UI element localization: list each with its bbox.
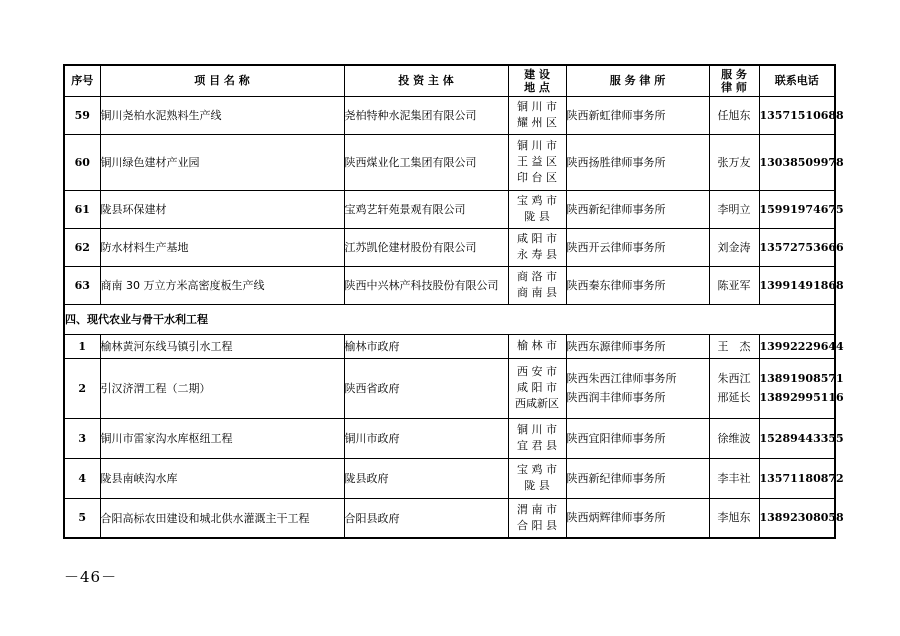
row-seq: 1 bbox=[64, 334, 100, 358]
row-location-line: 西咸新区 bbox=[515, 397, 559, 410]
row-firm-line: 陕西朱西江律师事务所 bbox=[566, 372, 677, 385]
row-phone bbox=[759, 458, 844, 498]
row-location bbox=[508, 266, 566, 304]
row-project: 铜川绿色建材产业园 bbox=[100, 134, 344, 190]
row-lawyer bbox=[709, 228, 759, 266]
row-lawyer-line: 刘金涛 bbox=[717, 240, 751, 254]
row-location-line: 商 洛 市 bbox=[517, 270, 557, 283]
row-lawyer-line: 朱西江 bbox=[717, 372, 751, 385]
table-row bbox=[64, 458, 835, 498]
row-lawyer-line: 王 杰 bbox=[717, 339, 751, 353]
row-location-line: 陇 县 bbox=[524, 479, 550, 492]
table-row bbox=[64, 190, 835, 228]
row-firm bbox=[566, 458, 709, 498]
row-phone-line: 15289443355 bbox=[759, 431, 844, 445]
row-location bbox=[508, 228, 566, 266]
row-location-line: 渭 南 市 bbox=[517, 502, 557, 516]
row-phone-line: 13571510688 bbox=[759, 108, 844, 122]
row-phone bbox=[759, 358, 844, 418]
row-firm-line: 陕西新虹律师事务所 bbox=[566, 108, 666, 122]
table-row bbox=[64, 358, 835, 418]
row-firm bbox=[566, 190, 709, 228]
row-phone bbox=[759, 266, 844, 304]
row-investor: 陕西省政府 bbox=[344, 358, 508, 418]
row-lawyer-line: 邢延长 bbox=[717, 391, 751, 404]
row-firm bbox=[566, 358, 709, 418]
row-project: 防水材料生产基地 bbox=[100, 228, 344, 266]
row-phone-line: 13891908571 bbox=[759, 372, 844, 385]
row-lawyer bbox=[709, 334, 759, 358]
project-table bbox=[63, 64, 844, 539]
row-location-line: 铜 川 市 bbox=[517, 100, 557, 113]
row-phone bbox=[759, 334, 844, 358]
row-firm-line: 陕西开云律师事务所 bbox=[566, 240, 666, 254]
row-seq: 59 bbox=[64, 96, 100, 134]
row-lawyer bbox=[709, 190, 759, 228]
header-project: 项 目 名 称 bbox=[100, 65, 344, 96]
section-title: 四、现代农业与骨干水利工程 bbox=[64, 304, 835, 334]
row-phone-line: 13572753666 bbox=[759, 240, 844, 254]
row-firm-line: 陕西东源律师事务所 bbox=[566, 339, 666, 353]
row-phone-line: 13992229644 bbox=[759, 339, 844, 353]
row-project: 榆林黄河东线马镇引水工程 bbox=[100, 334, 344, 358]
section-row bbox=[64, 304, 835, 334]
row-seq: 61 bbox=[64, 190, 100, 228]
row-lawyer-line: 李丰社 bbox=[717, 471, 751, 485]
row-phone-line: 13892308058 bbox=[759, 511, 844, 525]
row-location bbox=[508, 334, 566, 358]
row-investor: 尧柏特种水泥集团有限公司 bbox=[344, 96, 508, 134]
row-project: 铜川市雷家沟水库枢纽工程 bbox=[100, 418, 344, 458]
row-location bbox=[508, 418, 566, 458]
row-seq: 5 bbox=[64, 498, 100, 538]
row-lawyer-line: 任旭东 bbox=[717, 108, 751, 122]
table-row bbox=[64, 96, 835, 134]
row-firm-line: 陕西新纪律师事务所 bbox=[566, 202, 666, 216]
row-lawyer-line: 李明立 bbox=[717, 202, 751, 216]
header-location-line: 建 设 bbox=[524, 67, 550, 81]
row-investor: 陕西煤业化工集团有限公司 bbox=[344, 134, 508, 190]
row-seq: 4 bbox=[64, 458, 100, 498]
row-phone bbox=[759, 96, 844, 134]
row-lawyer bbox=[709, 266, 759, 304]
row-investor: 江苏凯伦建材股份有限公司 bbox=[344, 228, 508, 266]
header-lawyer-line: 服 务 bbox=[721, 67, 747, 81]
header-phone: 联系电话 bbox=[759, 65, 835, 96]
row-phone bbox=[759, 228, 844, 266]
table-row bbox=[64, 334, 835, 358]
row-phone bbox=[759, 190, 844, 228]
row-lawyer-line: 徐维波 bbox=[717, 431, 751, 445]
row-location-line: 耀 州 区 bbox=[517, 116, 557, 129]
row-phone-line: 13991491868 bbox=[759, 278, 844, 292]
row-location-line: 印 台 区 bbox=[517, 171, 557, 184]
row-location-line: 宝 鸡 市 bbox=[517, 194, 557, 207]
row-lawyer bbox=[709, 134, 759, 190]
row-location bbox=[508, 458, 566, 498]
row-seq: 62 bbox=[64, 228, 100, 266]
table-row bbox=[64, 418, 835, 458]
row-firm bbox=[566, 266, 709, 304]
row-investor: 榆林市政府 bbox=[344, 334, 508, 358]
row-location-line: 永 寿 县 bbox=[517, 248, 557, 261]
row-project: 引汉济渭工程（二期） bbox=[100, 358, 344, 418]
row-investor: 铜川市政府 bbox=[344, 418, 508, 458]
row-location-line: 咸 阳 市 bbox=[517, 381, 557, 394]
row-location-line: 榆 林 市 bbox=[517, 339, 557, 352]
row-firm-line: 陕西润丰律师事务所 bbox=[566, 391, 666, 404]
table-row bbox=[64, 134, 835, 190]
row-location bbox=[508, 96, 566, 134]
row-phone-line: 15991974675 bbox=[759, 202, 844, 216]
row-phone-line: 13892995116 bbox=[759, 391, 844, 404]
header-lawyer-line: 律 师 bbox=[721, 80, 747, 94]
row-firm bbox=[566, 498, 709, 538]
row-seq: 3 bbox=[64, 418, 100, 458]
row-lawyer-line: 李旭东 bbox=[717, 511, 751, 525]
row-location-line: 西 安 市 bbox=[517, 365, 557, 378]
row-location bbox=[508, 358, 566, 418]
row-lawyer bbox=[709, 458, 759, 498]
table-row bbox=[64, 498, 835, 538]
row-investor: 陇县政府 bbox=[344, 458, 508, 498]
row-investor: 陕西中兴林产科技股份有限公司 bbox=[344, 266, 508, 304]
row-location bbox=[508, 190, 566, 228]
header-firm: 服 务 律 所 bbox=[566, 65, 709, 96]
row-firm bbox=[566, 418, 709, 458]
row-location bbox=[508, 134, 566, 190]
row-investor: 合阳县政府 bbox=[344, 498, 508, 538]
row-phone bbox=[759, 418, 844, 458]
table-row bbox=[64, 266, 835, 304]
row-phone-line: 13038509978 bbox=[759, 155, 844, 169]
row-seq: 60 bbox=[64, 134, 100, 190]
row-firm bbox=[566, 96, 709, 134]
row-location-line: 商 南 县 bbox=[517, 286, 557, 299]
row-firm bbox=[566, 334, 709, 358]
row-project: 合阳高标农田建设和城北供水灌溉主干工程 bbox=[100, 498, 344, 538]
row-firm bbox=[566, 228, 709, 266]
row-lawyer-line: 张万友 bbox=[717, 155, 751, 169]
row-project: 陇县南峡沟水库 bbox=[100, 458, 344, 498]
row-firm-line: 陕西炳辉律师事务所 bbox=[566, 511, 666, 525]
row-lawyer bbox=[709, 498, 759, 538]
page-number: －46－ bbox=[64, 568, 118, 586]
row-firm-line: 陕西新纪律师事务所 bbox=[566, 471, 666, 485]
row-location-line: 陇 县 bbox=[524, 210, 550, 223]
header-location-line: 地 点 bbox=[524, 80, 550, 94]
row-location-line: 合 阳 县 bbox=[517, 518, 557, 532]
row-lawyer bbox=[709, 418, 759, 458]
row-lawyer bbox=[709, 96, 759, 134]
header-lawyer bbox=[709, 65, 759, 96]
row-lawyer bbox=[709, 358, 759, 418]
row-location-line: 铜 川 市 bbox=[517, 423, 557, 436]
row-project: 铜川尧柏水泥熟料生产线 bbox=[100, 96, 344, 134]
row-firm-line: 陕西宜阳律师事务所 bbox=[566, 431, 666, 445]
header-seq: 序号 bbox=[64, 65, 100, 96]
row-phone bbox=[759, 498, 844, 538]
row-location-line: 王 益 区 bbox=[517, 155, 557, 168]
row-firm-line: 陕西扬胜律师事务所 bbox=[566, 155, 666, 169]
row-firm-line: 陕西秦东律师事务所 bbox=[566, 278, 666, 292]
header-row bbox=[64, 65, 835, 96]
row-location-line: 咸 阳 市 bbox=[517, 232, 557, 245]
row-location-line: 宜 君 县 bbox=[517, 439, 557, 452]
row-project: 陇县环保建材 bbox=[100, 190, 344, 228]
table-row bbox=[64, 228, 835, 266]
row-location-line: 铜 川 市 bbox=[517, 139, 557, 152]
row-lawyer-line: 陈亚军 bbox=[717, 278, 751, 292]
row-investor: 宝鸡艺轩苑景观有限公司 bbox=[344, 190, 508, 228]
row-seq: 2 bbox=[64, 358, 100, 418]
row-location bbox=[508, 498, 566, 538]
row-phone bbox=[759, 134, 844, 190]
row-seq: 63 bbox=[64, 266, 100, 304]
row-location-line: 宝 鸡 市 bbox=[517, 463, 557, 476]
row-project: 商南 30 万立方米高密度板生产线 bbox=[100, 266, 344, 304]
row-firm bbox=[566, 134, 709, 190]
header-investor: 投 资 主 体 bbox=[344, 65, 508, 96]
row-phone-line: 13571180872 bbox=[759, 471, 844, 485]
header-location bbox=[508, 65, 566, 96]
